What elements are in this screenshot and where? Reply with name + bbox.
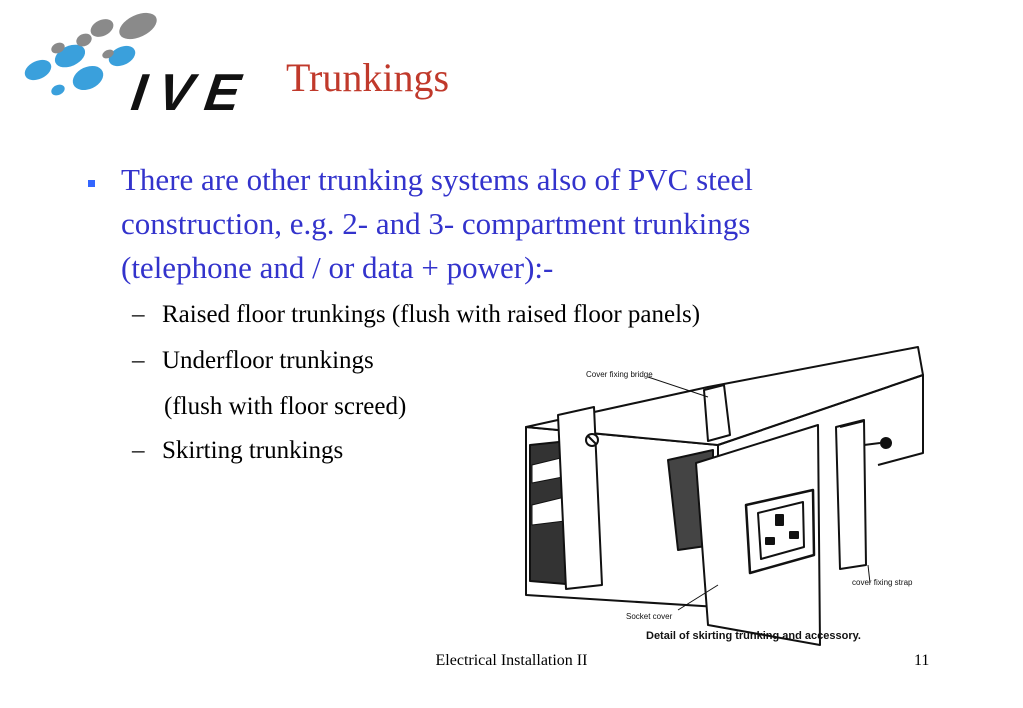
sub-item-text: Raised floor trunkings (flush with raised floor panels) (162, 301, 701, 328)
label-cover-fixing-bridge: Cover fixing bridge (586, 370, 653, 379)
skirting-trunking-figure (518, 345, 938, 650)
figure-caption: Detail of skirting trunking and accessory. (646, 630, 861, 642)
dash-bullet: – (132, 347, 145, 374)
slide-title: Trunkings (286, 55, 450, 100)
sub-item-underfloor (132, 348, 374, 373)
sub-item-text: Underfloor trunkings (162, 347, 374, 374)
dash-bullet: – (132, 301, 145, 328)
sub-item-skirting (132, 438, 343, 463)
sub-item-continuation: (flush with floor screed) (164, 393, 407, 420)
label-cover-fixing-strap: cover fixing strap (852, 578, 913, 587)
main-bullet (88, 158, 888, 290)
label-socket-cover: Socket cover (626, 612, 673, 621)
dash-bullet: – (132, 437, 145, 464)
logo-text: IVE (127, 64, 256, 122)
square-bullet-icon (88, 180, 95, 187)
footer-page-number: 11 (914, 652, 930, 669)
sub-item-raised-floor (132, 302, 700, 327)
ive-logo (18, 12, 258, 122)
footer-course: Electrical Installation II (435, 652, 588, 669)
main-bullet-text: There are other trunking systems also of PVC steel construction, e.g. 2- and 3- compartment trunkings (telephone and / or data + power):- (121, 162, 753, 285)
sub-item-text: Skirting trunkings (162, 437, 344, 464)
